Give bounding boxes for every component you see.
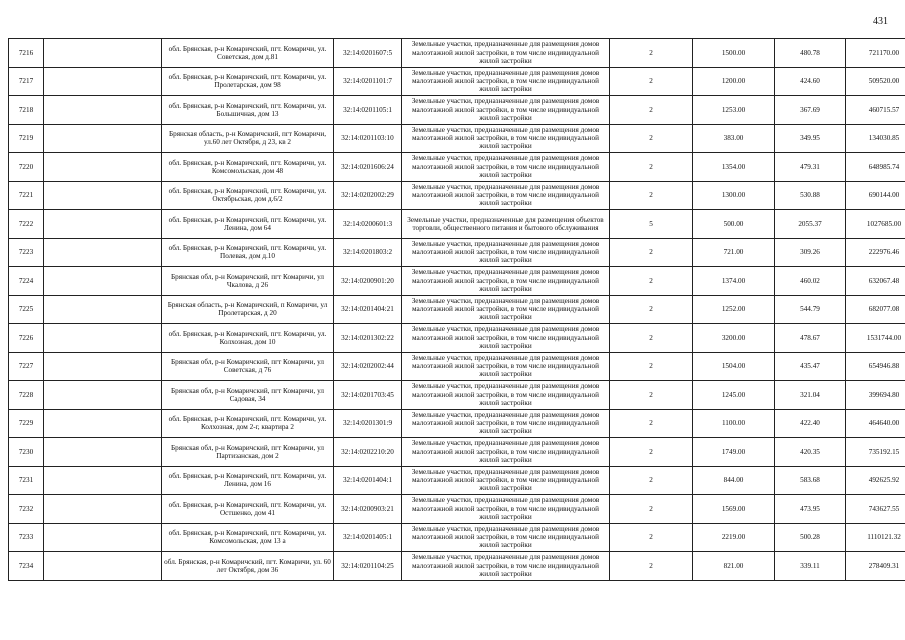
land-use-cell: Земельные участки, предназначенные для размещения домов малоэтажной жилой застройки, в том числе индивидуальной жилой застройки [402,552,610,581]
use-group-cell: 2 [610,295,693,324]
area-cell: 721.00 [693,238,775,267]
land-use-cell: Земельные участки, предназначенные для размещения домов малоэтажной жилой застройки, в том числе индивидуальной жилой застройки [402,466,610,495]
use-group-cell: 2 [610,466,693,495]
table-row [9,352,905,381]
row-number-cell: 7234 [9,552,44,581]
cadastral-value-cell: 632067.48 [846,267,905,296]
use-group-cell: 2 [610,238,693,267]
specific-value-cell: 424.60 [775,67,846,96]
address-cell: обл. Брянская, р-н Комаричский, пгт. Комаричи, ул. Колхозная, дом 10 [162,324,334,353]
specific-value-cell: 339.11 [775,552,846,581]
cadastral-number-cell: 32:14:0200901:20 [334,267,402,296]
area-cell: 1300.00 [693,181,775,210]
use-group-cell: 2 [610,352,693,381]
use-group-cell: 2 [610,267,693,296]
specific-value-cell: 473.95 [775,495,846,524]
table-row [9,495,905,524]
area-cell: 1504.00 [693,352,775,381]
specific-value-cell: 349.95 [775,124,846,153]
table-row [9,466,905,495]
cadastral-value-cell: 1531744.00 [846,324,905,353]
specific-value-cell: 500.28 [775,523,846,552]
land-use-cell: Земельные участки, предназначенные для размещения домов малоэтажной жилой застройки, в том числе индивидуальной жилой застройки [402,67,610,96]
address-cell: Брянская обл, р-н Комаричский, пгт Комаричи, ул Советская, д 76 [162,352,334,381]
land-use-cell: Земельные участки, предназначенные для размещения домов малоэтажной жилой застройки, в том числе индивидуальной жилой застройки [402,39,610,68]
address-cell: Брянская обл, р-н Комаричский, пгт Комаричи, ул Партизанская, дом 2 [162,438,334,467]
use-group-cell: 2 [610,495,693,524]
empty-cell [44,238,162,267]
table-row [9,67,905,96]
specific-value-cell: 544.79 [775,295,846,324]
specific-value-cell: 422.40 [775,409,846,438]
address-cell: Брянская обл, р-н Комаричский, пгт Комаричи, ул Чкалова, д 26 [162,267,334,296]
empty-cell [44,438,162,467]
table-row [9,96,905,125]
table-row [9,324,905,353]
cadastral-number-cell: 32:14:0202210:20 [334,438,402,467]
use-group-cell: 2 [610,324,693,353]
area-cell: 1245.00 [693,381,775,410]
table-body [9,39,905,581]
use-group-cell: 2 [610,552,693,581]
cadastral-value-cell: 1027685.00 [846,210,905,239]
empty-cell [44,495,162,524]
table-row [9,181,905,210]
specific-value-cell: 420.35 [775,438,846,467]
table-row [9,39,905,68]
land-use-cell: Земельные участки, предназначенные для размещения домов малоэтажной жилой застройки, в том числе индивидуальной жилой застройки [402,153,610,182]
cadastral-number-cell: 32:14:0201803:2 [334,238,402,267]
cadastral-value-cell: 509520.00 [846,67,905,96]
cadastral-value-cell: 222976.46 [846,238,905,267]
specific-value-cell: 435.47 [775,352,846,381]
empty-cell [44,39,162,68]
cadastral-number-cell: 32:14:0201105:1 [334,96,402,125]
empty-cell [44,352,162,381]
row-number-cell: 7218 [9,96,44,125]
cadastral-number-cell: 32:14:0201606:24 [334,153,402,182]
land-use-cell: Земельные участки, предназначенные для размещения домов малоэтажной жилой застройки, в том числе индивидуальной жилой застройки [402,523,610,552]
row-number-cell: 7232 [9,495,44,524]
table-row [9,124,905,153]
empty-cell [44,409,162,438]
table-row [9,409,905,438]
address-cell: Брянская область, р-н Комаричский, пгт Комаричи, ул.60 лет Октября, д 23, кв 2 [162,124,334,153]
cadastral-value-cell: 735192.15 [846,438,905,467]
empty-cell [44,295,162,324]
empty-cell [44,466,162,495]
table-row [9,523,905,552]
specific-value-cell: 2055.37 [775,210,846,239]
address-cell: обл. Брянская, р-н Комаричский, пгт. Комаричи, ул. Полевая, дом д.10 [162,238,334,267]
address-cell: Брянская обл, р-н Комаричский, пгт Комаричи, ул Садовая, 34 [162,381,334,410]
row-number-cell: 7223 [9,238,44,267]
empty-cell [44,210,162,239]
address-cell: обл. Брянская, р-н Комаричский, пгт. Комаричи, ул. Комсомольская, дом 13 а [162,523,334,552]
use-group-cell: 2 [610,381,693,410]
land-use-cell: Земельные участки, предназначенные для размещения домов малоэтажной жилой застройки, в том числе индивидуальной жилой застройки [402,181,610,210]
row-number-cell: 7226 [9,324,44,353]
cadastral-value-cell: 399694.80 [846,381,905,410]
row-number-cell: 7228 [9,381,44,410]
empty-cell [44,324,162,353]
empty-cell [44,523,162,552]
cadastral-number-cell: 32:14:0201607:5 [334,39,402,68]
land-use-cell: Земельные участки, предназначенные для размещения домов малоэтажной жилой застройки, в том числе индивидуальной жилой застройки [402,352,610,381]
area-cell: 821.00 [693,552,775,581]
use-group-cell: 5 [610,210,693,239]
cadastral-number-cell: 32:14:0201404:1 [334,466,402,495]
address-cell: обл. Брянская, р-н Комаричский, пгт. Комаричи, ул. 60 лет Октября, дом 36 [162,552,334,581]
specific-value-cell: 309.26 [775,238,846,267]
row-number-cell: 7222 [9,210,44,239]
land-use-cell: Земельные участки, предназначенные для размещения домов малоэтажной жилой застройки, в том числе индивидуальной жилой застройки [402,96,610,125]
empty-cell [44,124,162,153]
specific-value-cell: 479.31 [775,153,846,182]
row-number-cell: 7229 [9,409,44,438]
area-cell: 383.00 [693,124,775,153]
land-use-cell: Земельные участки, предназначенные для размещения домов малоэтажной жилой застройки, в том числе индивидуальной жилой застройки [402,124,610,153]
cadastral-number-cell: 32:14:0201101:7 [334,67,402,96]
land-use-cell: Земельные участки, предназначенные для размещения домов малоэтажной жилой застройки, в том числе индивидуальной жилой застройки [402,267,610,296]
address-cell: обл. Брянская, р-н Комаричский, пгт. Комаричи, ул. Комсомольская, дом 48 [162,153,334,182]
area-cell: 2219.00 [693,523,775,552]
specific-value-cell: 478.67 [775,324,846,353]
address-cell: обл. Брянская, р-н Комаричский, пгт. Комаричи, ул. Советская, дом д.81 [162,39,334,68]
cadastral-value-cell: 460715.57 [846,96,905,125]
empty-cell [44,67,162,96]
area-cell: 1253.00 [693,96,775,125]
row-number-cell: 7233 [9,523,44,552]
area-cell: 1569.00 [693,495,775,524]
land-use-cell: Земельные участки, предназначенные для размещения домов малоэтажной жилой застройки, в том числе индивидуальной жилой застройки [402,495,610,524]
cadastral-value-cell: 682077.08 [846,295,905,324]
specific-value-cell: 583.68 [775,466,846,495]
cadastral-value-cell: 743627.55 [846,495,905,524]
cadastral-value-cell: 492625.92 [846,466,905,495]
land-plot-table [8,38,905,581]
specific-value-cell: 460.02 [775,267,846,296]
area-cell: 3200.00 [693,324,775,353]
specific-value-cell: 367.69 [775,96,846,125]
specific-value-cell: 321.04 [775,381,846,410]
area-cell: 1252.00 [693,295,775,324]
land-use-cell: Земельные участки, предназначенные для размещения домов малоэтажной жилой застройки, в том числе индивидуальной жилой застройки [402,238,610,267]
cadastral-number-cell: 32:14:0201104:25 [334,552,402,581]
address-cell: обл. Брянская, р-н Комаричский, пгт. Комаричи, ул. Пролетарская, дом 98 [162,67,334,96]
cadastral-value-cell: 690144.00 [846,181,905,210]
specific-value-cell: 530.88 [775,181,846,210]
cadastral-number-cell: 32:14:0201703:45 [334,381,402,410]
use-group-cell: 2 [610,523,693,552]
use-group-cell: 2 [610,438,693,467]
cadastral-value-cell: 648985.74 [846,153,905,182]
empty-cell [44,181,162,210]
cadastral-number-cell: 32:14:0201103:10 [334,124,402,153]
cadastral-value-cell: 1110121.32 [846,523,905,552]
table-row [9,552,905,581]
address-cell: обл. Брянская, р-н Комаричский, пгт. Комаричи, ул. Ленина, дом 64 [162,210,334,239]
land-use-cell: Земельные участки, предназначенные для размещения объектов торговли, общественного питания и бытового обслуживания [402,210,610,239]
use-group-cell: 2 [610,153,693,182]
cadastral-number-cell: 32:14:0201405:1 [334,523,402,552]
table-row [9,381,905,410]
area-cell: 1100.00 [693,409,775,438]
row-number-cell: 7231 [9,466,44,495]
cadastral-number-cell: 32:14:0200601:3 [334,210,402,239]
row-number-cell: 7216 [9,39,44,68]
empty-cell [44,267,162,296]
row-number-cell: 7220 [9,153,44,182]
empty-cell [44,552,162,581]
area-cell: 1500.00 [693,39,775,68]
empty-cell [44,381,162,410]
cadastral-value-cell: 278409.31 [846,552,905,581]
row-number-cell: 7227 [9,352,44,381]
address-cell: обл. Брянская, р-н Комаричский, пгт. Комаричи, ул. Октябрьская, дом д.6/2 [162,181,334,210]
area-cell: 1374.00 [693,267,775,296]
page-number: 431 [873,16,888,27]
table-row [9,267,905,296]
land-use-cell: Земельные участки, предназначенные для размещения домов малоэтажной жилой застройки, в том числе индивидуальной жилой застройки [402,324,610,353]
cadastral-value-cell: 721170.00 [846,39,905,68]
land-use-cell: Земельные участки, предназначенные для размещения домов малоэтажной жилой застройки, в том числе индивидуальной жилой застройки [402,381,610,410]
area-cell: 1749.00 [693,438,775,467]
use-group-cell: 2 [610,39,693,68]
cadastral-number-cell: 32:14:0201302:22 [334,324,402,353]
row-number-cell: 7219 [9,124,44,153]
cadastral-number-cell: 32:14:0201404:21 [334,295,402,324]
table-row [9,295,905,324]
cadastral-number-cell: 32:14:0202002:29 [334,181,402,210]
land-use-cell: Земельные участки, предназначенные для размещения домов малоэтажной жилой застройки, в том числе индивидуальной жилой застройки [402,438,610,467]
cadastral-value-cell: 654946.88 [846,352,905,381]
address-cell: обл. Брянская, р-н Комаричский, пгт. Комаричи, ул. Большичная, дом 13 [162,96,334,125]
use-group-cell: 2 [610,67,693,96]
cadastral-number-cell: 32:14:0201301:9 [334,409,402,438]
table-row [9,210,905,239]
empty-cell [44,96,162,125]
table-row [9,438,905,467]
use-group-cell: 2 [610,124,693,153]
land-use-cell: Земельные участки, предназначенные для размещения домов малоэтажной жилой застройки, в том числе индивидуальной жилой застройки [402,409,610,438]
address-cell: обл. Брянская, р-н Комаричский, пгт. Комаричи, ул. Остшенко, дом 41 [162,495,334,524]
address-cell: обл. Брянская, р-н Комаричский, пгт. Комаричи, ул. Колхозная, дом 2-г, квартира 2 [162,409,334,438]
cadastral-value-cell: 464640.00 [846,409,905,438]
use-group-cell: 2 [610,96,693,125]
area-cell: 1200.00 [693,67,775,96]
address-cell: обл. Брянская, р-н Комаричский, пгт. Комаричи, ул. Ленина, дом 16 [162,466,334,495]
table-row [9,238,905,267]
row-number-cell: 7225 [9,295,44,324]
table-row [9,153,905,182]
empty-cell [44,153,162,182]
row-number-cell: 7217 [9,67,44,96]
address-cell: Брянская область, р-н Комаричский, п Комаричи, ул Пролетарская, д 20 [162,295,334,324]
cadastral-number-cell: 32:14:0200903:21 [334,495,402,524]
row-number-cell: 7230 [9,438,44,467]
land-use-cell: Земельные участки, предназначенные для размещения домов малоэтажной жилой застройки, в том числе индивидуальной жилой застройки [402,295,610,324]
cadastral-value-cell: 134030.85 [846,124,905,153]
cadastral-number-cell: 32:14:0202002:44 [334,352,402,381]
use-group-cell: 2 [610,409,693,438]
area-cell: 500.00 [693,210,775,239]
use-group-cell: 2 [610,181,693,210]
row-number-cell: 7221 [9,181,44,210]
row-number-cell: 7224 [9,267,44,296]
area-cell: 1354.00 [693,153,775,182]
specific-value-cell: 480.78 [775,39,846,68]
area-cell: 844.00 [693,466,775,495]
